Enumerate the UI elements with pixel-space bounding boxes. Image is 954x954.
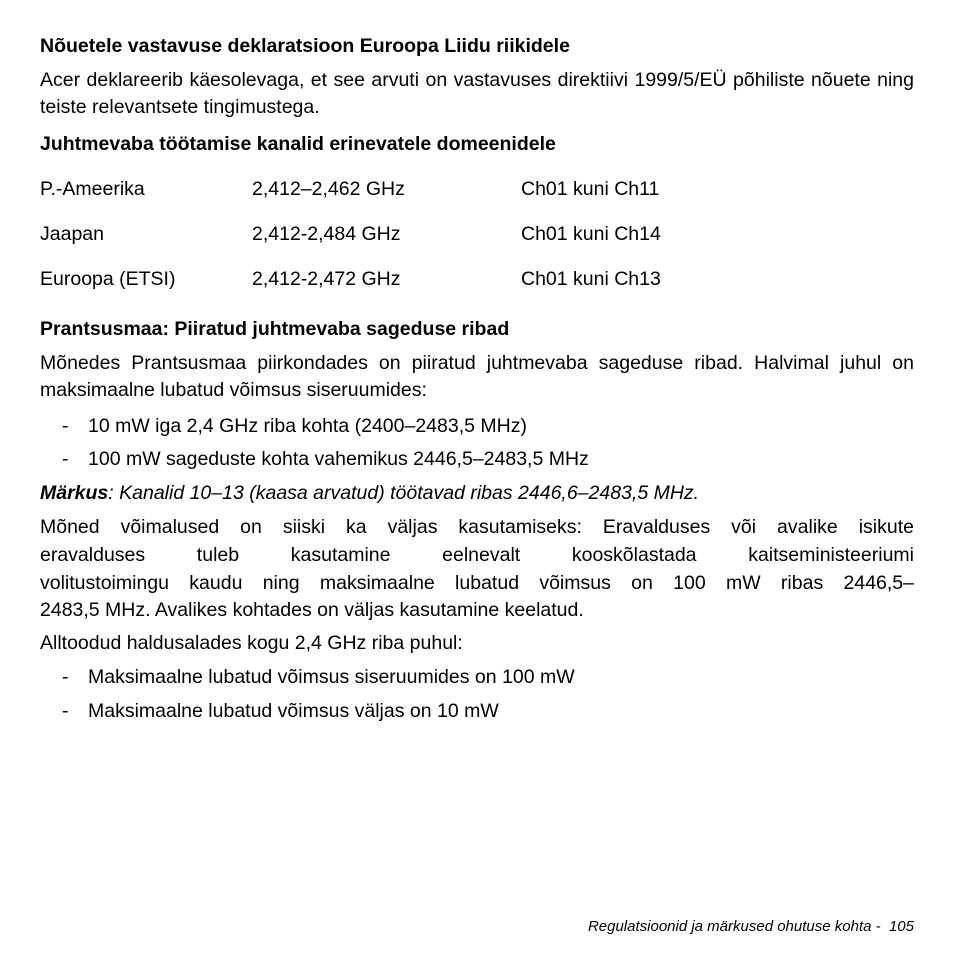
heading-france-bands: Prantsusmaa: Piiratud juhtmevaba sageduse ribad <box>40 318 510 340</box>
channel-domain: Euroopa (ETSI) <box>40 268 176 290</box>
channel-frequency: 2,412-2,484 GHz <box>252 223 401 245</box>
note-label: Märkus <box>40 482 109 504</box>
list-item: 10 mW iga 2,4 GHz riba kohta (2400–2483,5 MHz) <box>88 415 527 437</box>
list-item: Maksimaalne lubatud võimsus väljas on 10 mW <box>88 700 499 722</box>
channel-range: Ch01 kuni Ch11 <box>521 178 660 200</box>
heading-eu-declaration: Nõuetele vastavuse deklaratsioon Euroopa Liidu riikidele <box>40 35 570 57</box>
channel-range: Ch01 kuni Ch14 <box>521 223 661 245</box>
bullet-marker: - <box>62 666 69 688</box>
paragraph-declaration: Acer deklareerib käesolevaga, et see arvuti on vastavuses direktiivi 1999/5/EÜ põhiliste nõuete ning teiste relevantsete tingimustega. <box>40 69 914 118</box>
page-number: 105 <box>888 918 914 935</box>
channel-frequency: 2,412-2,472 GHz <box>252 268 401 290</box>
paragraph-france: Mõnedes Prantsusmaa piirkondades on piiratud juhtmevaba sageduse ribad. Halvimal juhul on maksimaalne lubatud võimsus siseruumides: <box>40 352 914 401</box>
list-item: Maksimaalne lubatud võimsus siseruumides on 100 mW <box>88 666 575 688</box>
channel-range: Ch01 kuni Ch13 <box>521 268 661 290</box>
channel-domain: P.-Ameerika <box>40 178 145 200</box>
bullet-marker: - <box>62 448 69 470</box>
heading-wireless-channels: Juhtmevaba töötamise kanalid erinevatele domeenidele <box>40 133 556 155</box>
paragraph-line: eravalduses tuleb kasutamine eelnevalt kooskõlastada kaitseministeeriumi <box>40 544 914 566</box>
channel-domain: Jaapan <box>40 223 104 245</box>
footer-section-title: Regulatsioonid ja märkused ohutuse kohta - <box>587 918 881 935</box>
channel-frequency: 2,412–2,462 GHz <box>252 178 405 200</box>
bullet-marker: - <box>62 415 69 437</box>
list-item: 100 mW sageduste kohta vahemikus 2446,5–2483,5 MHz <box>88 448 589 470</box>
paragraph-line: 2483,5 MHz. Avalikes kohtades on väljas kasutamine keelatud. <box>40 599 584 621</box>
note-text: : Kanalid 10–13 (kaasa arvatud) töötavad ribas 2446,6–2483,5 MHz. <box>108 482 700 504</box>
note <box>40 481 699 506</box>
paragraph-admin-areas: Alltoodud haldusalades kogu 2,4 GHz riba puhul: <box>40 632 463 654</box>
page-footer <box>588 917 914 937</box>
bullet-marker: - <box>62 700 69 722</box>
paragraph-line: Mõned võimalused on siiski ka väljas kasutamiseks: Eravalduses või avalike isikute <box>40 516 914 538</box>
paragraph-line: volitustoimingu kaudu ning maksimaalne lubatud võimsus on 100 mW ribas 2446,5– <box>40 572 914 594</box>
